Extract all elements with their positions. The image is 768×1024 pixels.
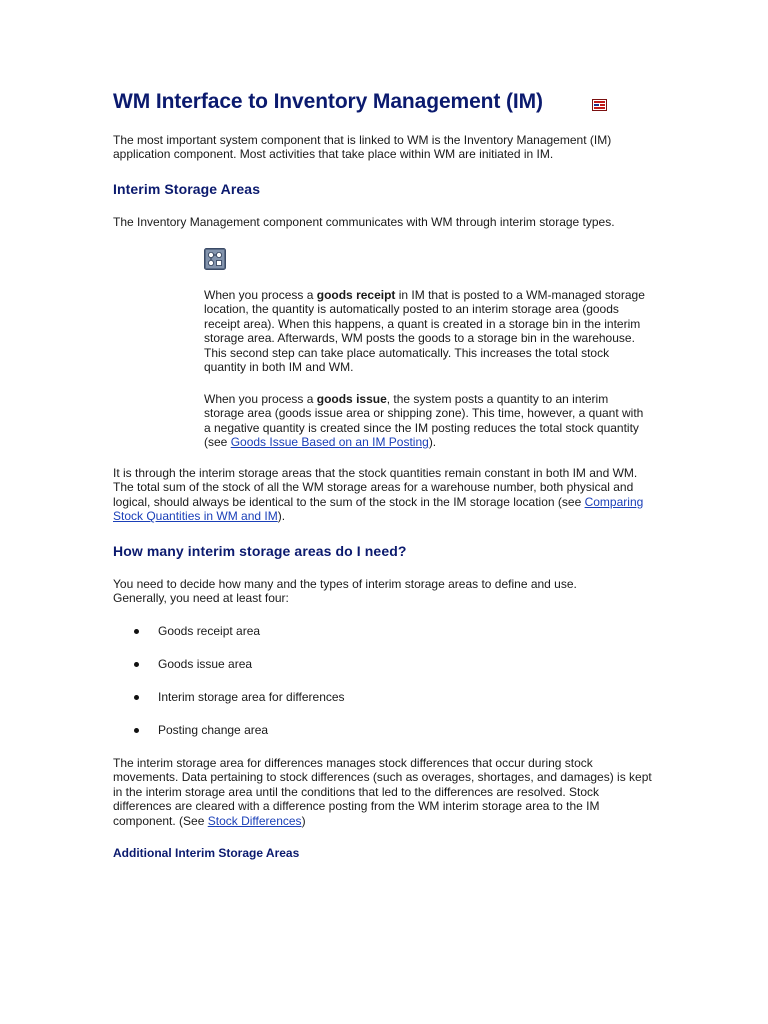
link-goods-issue-im-posting[interactable]: Goods Issue Based on an IM Posting xyxy=(230,435,429,450)
differences-paragraph xyxy=(113,756,653,828)
diff-text-post: ) xyxy=(301,813,306,828)
how-many-lead: You need to decide how many and the types of interim storage areas to define and use. Generally, you need at least four: xyxy=(113,577,577,606)
diff-text-pre: The interim storage area for differences manages stock differences that occur during stock movements. Data pertaining to stock differences (such as overages, shortages, and damages) is kept in the interim storage area until the conditions that led to the differences are resolved. Stock differences are cleared with a difference posting from the WM interim storage area to the IM component. (See xyxy=(113,756,652,828)
link-stock-differences[interactable]: Stock Differences xyxy=(207,813,302,828)
document-page: WM Interface to Inventory Management (IM) The most important system component that is linked to WM is the Inventory Management (IM) application component. Most activities that take place within WM are initiated in IM. Interim Storage Areas The Inventory Management component communicates with WM through interim storage types. When you process a goods receipt in IM that is posted to a WM-managed storage location, the quantity is automatically posted to an interim storage area (goods receipt area). When this happens, a quant is created in a storage bin in the interim storage area. Afterwards, WM posts the goods to a storage bin in the warehouse. This second step can take place automatically. This increases the total stock quantity in both IM and WM. When you process a goods issue, the system posts a quantity to an interim storage area (goods issue area or shipping zone). This time, however, a quant with a negative quantity is created since the IM posting reduces the total stock quantity (see Goods Issue Based on an IM Posting). It is through the interim storage areas that the stock quantities remain constant in both IM and WM. The total sum of the stock of all the WM storage areas for a warehouse number, both physical and logical, should always be identical to the sum of the stock in the IM storage location (see Comparing Stock Quantities in WM and IM). How many interim storage areas do I need? You need to decide how many and the types of interim storage areas to define and use. Generally, you need at least four: Goods receipt area Goods issue area Interim storage area for differences Posting change area The interim storage area for differences manages stock differences that occur during stock movements. Data pertaining to stock differences (such as overages, shortages, and damages) is kept in the interim storage area until the conditions that led to the differences are resolved. Stock differences are cleared with a difference posting from the WM interim storage area to the IM component. (See Stock Differences) Additional Interim Storage Areas xyxy=(0,0,768,1024)
gi-text-mid: , the system posts a quantity to an interim storage area (goods issue area or shipping zone). This time, however, a quant with a negative quantity is created since the IM posting reduces the total stock quantity (see xyxy=(204,392,644,450)
constant-text-post: ). xyxy=(277,509,286,524)
gi-text-post: ). xyxy=(428,435,437,450)
gi-bold-term: goods issue xyxy=(316,392,387,406)
constant-text-pre: It is through the interim storage areas that the stock quantities remain constant in both IM and WM. The total sum of the stock of all the WM storage areas for a warehouse number, both physical and logical, should always be identical to the sum of the stock in the IM storage location (see xyxy=(113,466,638,509)
section-heading-additional: Additional Interim Storage Areas xyxy=(113,846,300,860)
flag-icon[interactable] xyxy=(592,99,607,111)
section-lead: The Inventory Management component communicates with WM through interim storage types. xyxy=(113,215,615,229)
page-title: WM Interface to Inventory Management (IM) xyxy=(113,90,543,113)
constant-stock-paragraph xyxy=(113,466,653,524)
bullet-icon xyxy=(134,629,139,634)
goods-issue-paragraph xyxy=(204,392,646,450)
section-heading-interim-storage: Interim Storage Areas xyxy=(113,181,261,197)
link-comparing-stock-quantities[interactable]: Comparing Stock Quantities in WM and IM xyxy=(113,494,644,524)
intro-paragraph: The most important system component that is linked to WM is the Inventory Management (IM) application component. Most activities that take place within WM are initiated in IM. xyxy=(113,133,612,162)
gr-bold-term: goods receipt xyxy=(316,288,396,302)
bullet-icon xyxy=(134,695,139,700)
goods-receipt-paragraph xyxy=(204,288,654,374)
bullet-icon xyxy=(134,728,139,733)
gr-text-post: in IM that is posted to a WM-managed storage location, the quantity is automatically posted to an interim storage area (goods receipt area). When this happens, a quant is created in a storage bin in the interim storage area. Afterwards, WM posts the goods to a storage bin in the warehouse. This second step can take place automatically. This increases the total stock quantity in both IM and WM. xyxy=(204,288,645,375)
bullet-icon xyxy=(134,662,139,667)
section-heading-how-many: How many interim storage areas do I need? xyxy=(113,543,407,559)
gi-text-pre: When you process a xyxy=(204,392,317,406)
process-diagram-icon xyxy=(204,248,226,270)
gr-text-pre: When you process a xyxy=(204,288,317,302)
